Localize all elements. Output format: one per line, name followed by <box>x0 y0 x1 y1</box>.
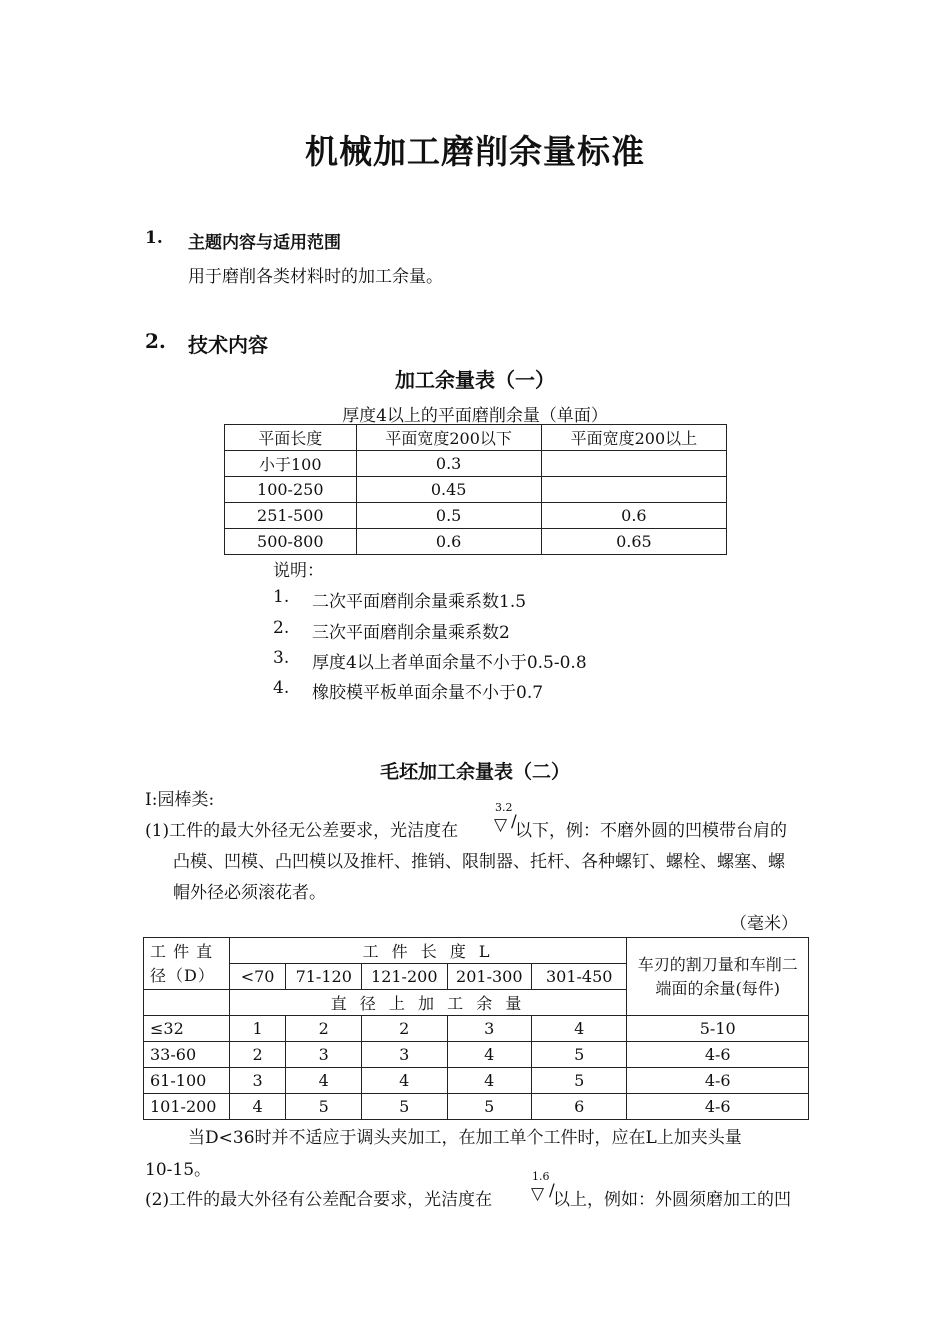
header-cut-allowance: 车刃的割刀量和车削二端面的余量(每件) <box>627 938 809 1016</box>
table1-header-cell: 平面长度 <box>225 425 357 451</box>
notes-label: 说明： <box>273 561 324 581</box>
roughness-triangle-icon: ▽ <box>494 815 508 835</box>
table-row <box>225 503 727 529</box>
para2-after: 以上，例如：外圆须磨加工的凹 <box>553 1190 791 1210</box>
table-cell: 3 <box>229 1068 286 1094</box>
table-cell: 500-800 <box>225 529 357 555</box>
table-cell: 6 <box>532 1094 627 1120</box>
table-cell <box>541 477 726 503</box>
table-cell: 251-500 <box>225 503 357 529</box>
para1-line3: 帽外径必须滚花者。 <box>173 883 326 903</box>
length-range-cell: <70 <box>229 964 286 990</box>
roughness-slash-icon: / <box>511 812 517 832</box>
table-cell: 2 <box>286 1016 362 1042</box>
table-cell: 0.6 <box>356 529 541 555</box>
table-row <box>225 451 727 477</box>
table1-header-cell: 平面宽度200以下 <box>356 425 541 451</box>
roughness-value: 1.6 <box>532 1170 550 1183</box>
note-number: 4. <box>273 678 290 698</box>
table-cell: 4-6 <box>627 1094 809 1120</box>
roughness-triangle-icon: ▽ <box>531 1184 545 1204</box>
table-cell: 4-6 <box>627 1042 809 1068</box>
table1-caption: 厚度4以上的平面磨削余量（单面） <box>342 406 608 426</box>
note-text: 厚度4以上者单面余量不小于0.5-0.8 <box>312 653 587 673</box>
table-cell: 5 <box>447 1094 532 1120</box>
length-range-cell: 301-450 <box>532 964 627 990</box>
table-cell: 5 <box>362 1094 448 1120</box>
section2-heading: 技术内容 <box>188 333 268 357</box>
roughness-value: 3.2 <box>495 801 513 814</box>
table-row <box>144 1042 809 1068</box>
table-cell: 4 <box>286 1068 362 1094</box>
table-cell: 5-10 <box>627 1016 809 1042</box>
table-row <box>144 1068 809 1094</box>
table-cell: 4 <box>229 1094 286 1120</box>
table-cell: 5 <box>286 1094 362 1120</box>
header-length: 工 件 长 度 L <box>229 938 627 964</box>
note-text: 橡胶模平板单面余量不小于0.7 <box>312 683 544 703</box>
table-cell: 小于100 <box>225 451 357 477</box>
unit-label: （毫米） <box>730 914 798 934</box>
table-cell: 4 <box>532 1016 627 1042</box>
para1-before: (1)工件的最大外径无公差要求，光洁度在 <box>145 821 459 841</box>
table-cell: 2 <box>362 1016 448 1042</box>
note-text: 二次平面磨削余量乘系数1.5 <box>312 592 527 612</box>
table-cell: 0.6 <box>541 503 726 529</box>
length-range-cell: 71-120 <box>286 964 362 990</box>
table-row <box>144 1094 809 1120</box>
table-cell: 0.45 <box>356 477 541 503</box>
note-number: 2. <box>273 618 290 638</box>
table-cell: 3 <box>362 1042 448 1068</box>
table-cell: 100-250 <box>225 477 357 503</box>
table-cell: 101-200 <box>144 1094 230 1120</box>
table-cell: ≤32 <box>144 1016 230 1042</box>
section1-number: 1. <box>145 228 163 248</box>
table1-header-row <box>225 425 727 451</box>
table1-header-cell: 平面宽度200以上 <box>541 425 726 451</box>
table-cell: 5 <box>532 1042 627 1068</box>
header-diameter: 工 件 直 径（D） <box>144 938 230 990</box>
category-label: I:园棒类: <box>145 790 215 810</box>
table-cell: 2 <box>229 1042 286 1068</box>
table-row <box>225 477 727 503</box>
table-cell: 4 <box>447 1042 532 1068</box>
table-cell: 5 <box>532 1068 627 1094</box>
note-number: 1. <box>273 587 290 607</box>
para2-before: (2)工件的最大外径有公差配合要求，光洁度在 <box>145 1190 493 1210</box>
header-allowance: 直 径 上 加 工 余 量 <box>229 990 627 1016</box>
table2-title: 毛坯加工余量表（二） <box>379 761 570 783</box>
para1-line2: 凸模、凹模、凸凹模以及推杆、推销、限制器、托杆、各种螺钉、螺栓、螺塞、螺 <box>173 852 785 872</box>
table-cell: 0.65 <box>541 529 726 555</box>
table2-note-line1: 当D<36时并不适应于调头夹加工，在加工单个工件时，应在L上加夹头量 <box>188 1128 742 1148</box>
table-cell: 33-60 <box>144 1042 230 1068</box>
table-row <box>225 529 727 555</box>
note-number: 3. <box>273 648 290 668</box>
length-range-cell: 121-200 <box>362 964 448 990</box>
table-cell: 61-100 <box>144 1068 230 1094</box>
table-cell: 0.3 <box>356 451 541 477</box>
para1-after: 以下，例：不磨外圆的凹模带台肩的 <box>515 821 787 841</box>
table-cell: 4 <box>362 1068 448 1094</box>
table-cell: 0.5 <box>356 503 541 529</box>
section1-heading: 主题内容与适用范围 <box>188 233 341 253</box>
page-title: 机械加工磨削余量标准 <box>305 132 645 171</box>
table2-note-line2: 10-15。 <box>145 1160 212 1180</box>
table-cell: 3 <box>447 1016 532 1042</box>
table1-title: 加工余量表（一） <box>395 368 555 392</box>
table-cell: 3 <box>286 1042 362 1068</box>
table1 <box>224 424 727 555</box>
note-text: 三次平面磨削余量乘系数2 <box>312 623 510 643</box>
table-cell <box>541 451 726 477</box>
table-cell: 4-6 <box>627 1068 809 1094</box>
section1-text: 用于磨削各类材料时的加工余量。 <box>188 267 443 287</box>
empty-cell <box>144 990 230 1016</box>
table2 <box>143 937 809 1120</box>
table-cell: 4 <box>447 1068 532 1094</box>
table-cell: 1 <box>229 1016 286 1042</box>
section2-number: 2. <box>145 329 166 353</box>
roughness-slash-icon: / <box>549 1181 555 1201</box>
table-row <box>144 1016 809 1042</box>
length-range-cell: 201-300 <box>447 964 532 990</box>
